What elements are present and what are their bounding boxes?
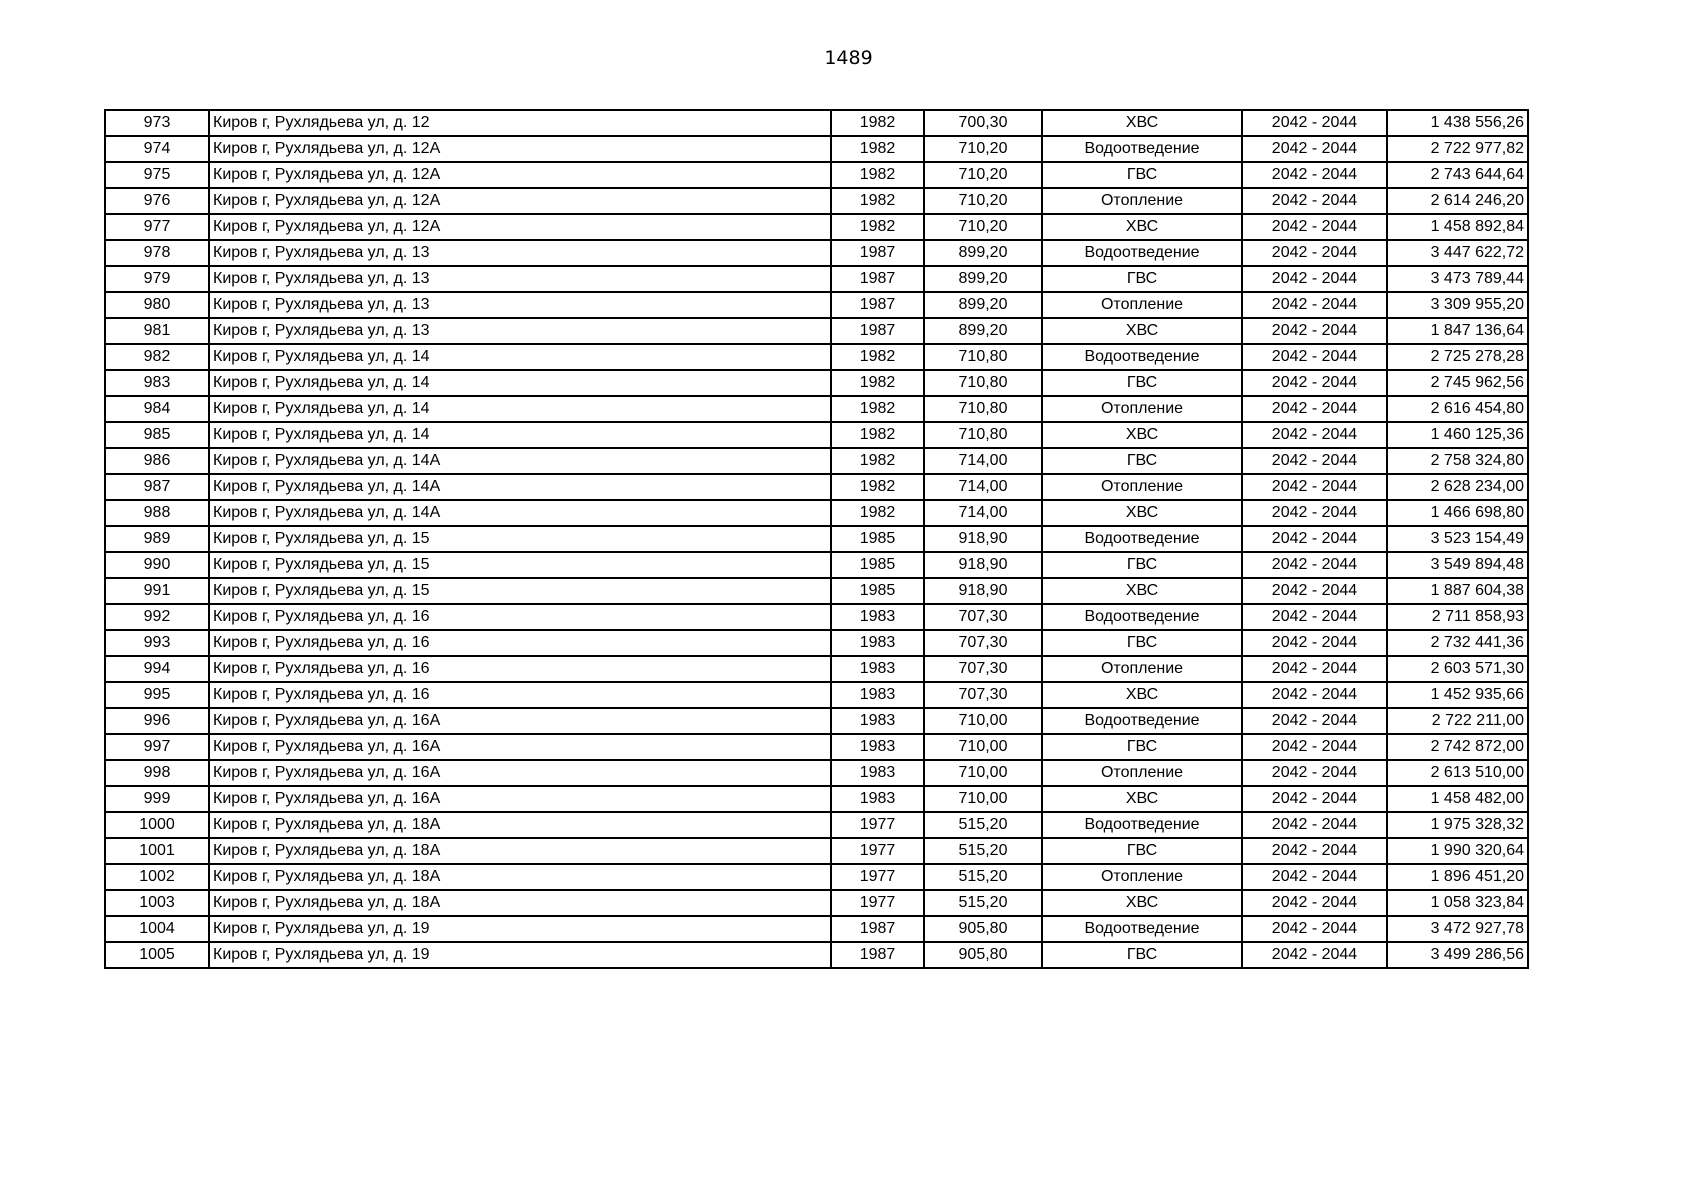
row-number-cell: 995 (105, 682, 209, 708)
year-cell: 1977 (831, 890, 924, 916)
cost-cell: 2 732 441,36 (1387, 630, 1528, 656)
service-cell: ГВС (1042, 448, 1242, 474)
address-cell: Киров г, Рухлядьева ул, д. 19 (209, 942, 831, 968)
year-cell: 1982 (831, 370, 924, 396)
period-cell: 2042 - 2044 (1242, 110, 1387, 136)
period-cell: 2042 - 2044 (1242, 786, 1387, 812)
address-cell: Киров г, Рухлядьева ул, д. 16А (209, 734, 831, 760)
period-cell: 2042 - 2044 (1242, 318, 1387, 344)
table-row (105, 630, 1528, 656)
year-cell: 1983 (831, 656, 924, 682)
address-cell: Киров г, Рухлядьева ул, д. 14А (209, 448, 831, 474)
period-cell: 2042 - 2044 (1242, 760, 1387, 786)
table-row (105, 318, 1528, 344)
period-cell: 2042 - 2044 (1242, 916, 1387, 942)
row-number-cell: 973 (105, 110, 209, 136)
year-cell: 1977 (831, 812, 924, 838)
row-number-cell: 974 (105, 136, 209, 162)
table-row (105, 240, 1528, 266)
cost-cell: 2 628 234,00 (1387, 474, 1528, 500)
year-cell: 1985 (831, 552, 924, 578)
table-body (105, 110, 1528, 968)
year-cell: 1982 (831, 136, 924, 162)
period-cell: 2042 - 2044 (1242, 552, 1387, 578)
period-cell: 2042 - 2044 (1242, 422, 1387, 448)
period-cell: 2042 - 2044 (1242, 578, 1387, 604)
year-cell: 1977 (831, 838, 924, 864)
service-cell: Водоотведение (1042, 812, 1242, 838)
service-cell: ГВС (1042, 162, 1242, 188)
period-cell: 2042 - 2044 (1242, 266, 1387, 292)
cost-cell: 2 722 977,82 (1387, 136, 1528, 162)
cost-cell: 1 438 556,26 (1387, 110, 1528, 136)
cost-cell: 2 711 858,93 (1387, 604, 1528, 630)
row-number-cell: 996 (105, 708, 209, 734)
cost-cell: 3 309 955,20 (1387, 292, 1528, 318)
row-number-cell: 994 (105, 656, 209, 682)
address-cell: Киров г, Рухлядьева ул, д. 14 (209, 396, 831, 422)
period-cell: 2042 - 2044 (1242, 500, 1387, 526)
row-number-cell: 989 (105, 526, 209, 552)
address-cell: Киров г, Рухлядьева ул, д. 15 (209, 526, 831, 552)
year-cell: 1983 (831, 734, 924, 760)
row-number-cell: 991 (105, 578, 209, 604)
service-cell: ХВС (1042, 890, 1242, 916)
cost-cell: 2 616 454,80 (1387, 396, 1528, 422)
period-cell: 2042 - 2044 (1242, 708, 1387, 734)
cost-cell: 2 722 211,00 (1387, 708, 1528, 734)
area-cell: 710,20 (924, 188, 1042, 214)
year-cell: 1982 (831, 396, 924, 422)
table-row (105, 422, 1528, 448)
service-cell: ГВС (1042, 630, 1242, 656)
address-cell: Киров г, Рухлядьева ул, д. 13 (209, 318, 831, 344)
area-cell: 700,30 (924, 110, 1042, 136)
address-cell: Киров г, Рухлядьева ул, д. 12 (209, 110, 831, 136)
row-number-cell: 998 (105, 760, 209, 786)
area-cell: 710,00 (924, 708, 1042, 734)
year-cell: 1982 (831, 500, 924, 526)
area-cell: 710,20 (924, 136, 1042, 162)
area-cell: 710,80 (924, 344, 1042, 370)
row-number-cell: 1004 (105, 916, 209, 942)
address-cell: Киров г, Рухлядьева ул, д. 15 (209, 552, 831, 578)
year-cell: 1977 (831, 864, 924, 890)
table-row (105, 266, 1528, 292)
area-cell: 707,30 (924, 656, 1042, 682)
table-row (105, 734, 1528, 760)
period-cell: 2042 - 2044 (1242, 656, 1387, 682)
year-cell: 1987 (831, 318, 924, 344)
service-cell: ГВС (1042, 266, 1242, 292)
period-cell: 2042 - 2044 (1242, 526, 1387, 552)
table-row (105, 812, 1528, 838)
year-cell: 1983 (831, 682, 924, 708)
area-cell: 710,80 (924, 370, 1042, 396)
year-cell: 1987 (831, 292, 924, 318)
address-cell: Киров г, Рухлядьева ул, д. 14А (209, 474, 831, 500)
service-cell: Отопление (1042, 188, 1242, 214)
cost-cell: 3 523 154,49 (1387, 526, 1528, 552)
cost-cell: 3 473 789,44 (1387, 266, 1528, 292)
address-cell: Киров г, Рухлядьева ул, д. 15 (209, 578, 831, 604)
service-cell: Водоотведение (1042, 240, 1242, 266)
data-table (104, 109, 1529, 969)
cost-cell: 1 896 451,20 (1387, 864, 1528, 890)
table-row (105, 162, 1528, 188)
row-number-cell: 997 (105, 734, 209, 760)
table-row (105, 526, 1528, 552)
table-row (105, 708, 1528, 734)
row-number-cell: 1001 (105, 838, 209, 864)
year-cell: 1983 (831, 630, 924, 656)
table-row (105, 604, 1528, 630)
service-cell: ХВС (1042, 214, 1242, 240)
period-cell: 2042 - 2044 (1242, 812, 1387, 838)
table-row (105, 292, 1528, 318)
service-cell: ГВС (1042, 838, 1242, 864)
address-cell: Киров г, Рухлядьева ул, д. 13 (209, 292, 831, 318)
cost-cell: 2 742 872,00 (1387, 734, 1528, 760)
period-cell: 2042 - 2044 (1242, 162, 1387, 188)
address-cell: Киров г, Рухлядьева ул, д. 14 (209, 422, 831, 448)
row-number-cell: 993 (105, 630, 209, 656)
address-cell: Киров г, Рухлядьева ул, д. 12А (209, 162, 831, 188)
address-cell: Киров г, Рухлядьева ул, д. 18А (209, 838, 831, 864)
cost-cell: 1 466 698,80 (1387, 500, 1528, 526)
address-cell: Киров г, Рухлядьева ул, д. 16А (209, 786, 831, 812)
row-number-cell: 979 (105, 266, 209, 292)
area-cell: 905,80 (924, 916, 1042, 942)
cost-cell: 1 975 328,32 (1387, 812, 1528, 838)
area-cell: 899,20 (924, 318, 1042, 344)
year-cell: 1982 (831, 214, 924, 240)
table-row (105, 474, 1528, 500)
address-cell: Киров г, Рухлядьева ул, д. 18А (209, 812, 831, 838)
cost-cell: 2 743 644,64 (1387, 162, 1528, 188)
row-number-cell: 980 (105, 292, 209, 318)
cost-cell: 2 725 278,28 (1387, 344, 1528, 370)
service-cell: ХВС (1042, 682, 1242, 708)
area-cell: 714,00 (924, 448, 1042, 474)
cost-cell: 1 460 125,36 (1387, 422, 1528, 448)
table-row (105, 552, 1528, 578)
table-row (105, 760, 1528, 786)
service-cell: Водоотведение (1042, 916, 1242, 942)
area-cell: 710,20 (924, 214, 1042, 240)
cost-cell: 1 058 323,84 (1387, 890, 1528, 916)
row-number-cell: 999 (105, 786, 209, 812)
year-cell: 1982 (831, 422, 924, 448)
period-cell: 2042 - 2044 (1242, 292, 1387, 318)
table-row (105, 916, 1528, 942)
period-cell: 2042 - 2044 (1242, 448, 1387, 474)
year-cell: 1987 (831, 240, 924, 266)
year-cell: 1985 (831, 578, 924, 604)
period-cell: 2042 - 2044 (1242, 370, 1387, 396)
year-cell: 1987 (831, 942, 924, 968)
area-cell: 918,90 (924, 578, 1042, 604)
address-cell: Киров г, Рухлядьева ул, д. 14А (209, 500, 831, 526)
service-cell: ГВС (1042, 552, 1242, 578)
area-cell: 515,20 (924, 864, 1042, 890)
address-cell: Киров г, Рухлядьева ул, д. 13 (209, 266, 831, 292)
cost-cell: 2 758 324,80 (1387, 448, 1528, 474)
area-cell: 515,20 (924, 838, 1042, 864)
row-number-cell: 1002 (105, 864, 209, 890)
cost-cell: 1 887 604,38 (1387, 578, 1528, 604)
period-cell: 2042 - 2044 (1242, 188, 1387, 214)
service-cell: Водоотведение (1042, 136, 1242, 162)
service-cell: Водоотведение (1042, 604, 1242, 630)
address-cell: Киров г, Рухлядьева ул, д. 16А (209, 760, 831, 786)
area-cell: 899,20 (924, 292, 1042, 318)
area-cell: 515,20 (924, 890, 1042, 916)
period-cell: 2042 - 2044 (1242, 474, 1387, 500)
table-row (105, 682, 1528, 708)
period-cell: 2042 - 2044 (1242, 396, 1387, 422)
row-number-cell: 984 (105, 396, 209, 422)
year-cell: 1982 (831, 188, 924, 214)
year-cell: 1982 (831, 474, 924, 500)
service-cell: ГВС (1042, 942, 1242, 968)
address-cell: Киров г, Рухлядьева ул, д. 19 (209, 916, 831, 942)
area-cell: 710,80 (924, 422, 1042, 448)
row-number-cell: 1005 (105, 942, 209, 968)
cost-cell: 2 613 510,00 (1387, 760, 1528, 786)
period-cell: 2042 - 2044 (1242, 214, 1387, 240)
table-row (105, 578, 1528, 604)
area-cell: 899,20 (924, 266, 1042, 292)
period-cell: 2042 - 2044 (1242, 240, 1387, 266)
year-cell: 1982 (831, 448, 924, 474)
table-row (105, 188, 1528, 214)
row-number-cell: 982 (105, 344, 209, 370)
service-cell: ХВС (1042, 422, 1242, 448)
area-cell: 714,00 (924, 474, 1042, 500)
period-cell: 2042 - 2044 (1242, 630, 1387, 656)
area-cell: 710,20 (924, 162, 1042, 188)
year-cell: 1982 (831, 162, 924, 188)
address-cell: Киров г, Рухлядьева ул, д. 16 (209, 630, 831, 656)
row-number-cell: 986 (105, 448, 209, 474)
table-row (105, 396, 1528, 422)
table-row (105, 448, 1528, 474)
period-cell: 2042 - 2044 (1242, 604, 1387, 630)
address-cell: Киров г, Рухлядьева ул, д. 16 (209, 604, 831, 630)
service-cell: Отопление (1042, 656, 1242, 682)
area-cell: 710,00 (924, 786, 1042, 812)
area-cell: 918,90 (924, 526, 1042, 552)
cost-cell: 1 990 320,64 (1387, 838, 1528, 864)
service-cell: ХВС (1042, 110, 1242, 136)
cost-cell: 2 603 571,30 (1387, 656, 1528, 682)
service-cell: ХВС (1042, 786, 1242, 812)
cost-cell: 2 614 246,20 (1387, 188, 1528, 214)
service-cell: ГВС (1042, 370, 1242, 396)
table-row (105, 864, 1528, 890)
table-row (105, 942, 1528, 968)
row-number-cell: 981 (105, 318, 209, 344)
row-number-cell: 1003 (105, 890, 209, 916)
service-cell: Отопление (1042, 474, 1242, 500)
address-cell: Киров г, Рухлядьева ул, д. 16 (209, 656, 831, 682)
address-cell: Киров г, Рухлядьева ул, д. 18А (209, 864, 831, 890)
row-number-cell: 983 (105, 370, 209, 396)
cost-cell: 3 499 286,56 (1387, 942, 1528, 968)
address-cell: Киров г, Рухлядьева ул, д. 13 (209, 240, 831, 266)
period-cell: 2042 - 2044 (1242, 344, 1387, 370)
cost-cell: 1 458 892,84 (1387, 214, 1528, 240)
row-number-cell: 990 (105, 552, 209, 578)
period-cell: 2042 - 2044 (1242, 838, 1387, 864)
area-cell: 515,20 (924, 812, 1042, 838)
row-number-cell: 992 (105, 604, 209, 630)
year-cell: 1987 (831, 266, 924, 292)
year-cell: 1982 (831, 110, 924, 136)
service-cell: Отопление (1042, 760, 1242, 786)
cost-cell: 3 549 894,48 (1387, 552, 1528, 578)
year-cell: 1983 (831, 760, 924, 786)
service-cell: ХВС (1042, 500, 1242, 526)
service-cell: Отопление (1042, 864, 1242, 890)
area-cell: 710,00 (924, 734, 1042, 760)
table-row (105, 370, 1528, 396)
address-cell: Киров г, Рухлядьева ул, д. 14 (209, 344, 831, 370)
year-cell: 1985 (831, 526, 924, 552)
period-cell: 2042 - 2044 (1242, 864, 1387, 890)
row-number-cell: 977 (105, 214, 209, 240)
address-cell: Киров г, Рухлядьева ул, д. 18А (209, 890, 831, 916)
service-cell: ГВС (1042, 734, 1242, 760)
area-cell: 710,00 (924, 760, 1042, 786)
service-cell: ХВС (1042, 578, 1242, 604)
period-cell: 2042 - 2044 (1242, 136, 1387, 162)
table-row (105, 214, 1528, 240)
table-row (105, 838, 1528, 864)
row-number-cell: 976 (105, 188, 209, 214)
cost-cell: 2 745 962,56 (1387, 370, 1528, 396)
row-number-cell: 985 (105, 422, 209, 448)
address-cell: Киров г, Рухлядьева ул, д. 16А (209, 708, 831, 734)
table-row (105, 110, 1528, 136)
area-cell: 707,30 (924, 682, 1042, 708)
address-cell: Киров г, Рухлядьева ул, д. 12А (209, 188, 831, 214)
row-number-cell: 1000 (105, 812, 209, 838)
table-row (105, 136, 1528, 162)
period-cell: 2042 - 2044 (1242, 890, 1387, 916)
table-row (105, 656, 1528, 682)
year-cell: 1987 (831, 916, 924, 942)
row-number-cell: 978 (105, 240, 209, 266)
cost-cell: 1 452 935,66 (1387, 682, 1528, 708)
period-cell: 2042 - 2044 (1242, 734, 1387, 760)
area-cell: 710,80 (924, 396, 1042, 422)
service-cell: Отопление (1042, 292, 1242, 318)
area-cell: 714,00 (924, 500, 1042, 526)
address-cell: Киров г, Рухлядьева ул, д. 12А (209, 136, 831, 162)
service-cell: Водоотведение (1042, 526, 1242, 552)
row-number-cell: 988 (105, 500, 209, 526)
area-cell: 899,20 (924, 240, 1042, 266)
year-cell: 1982 (831, 344, 924, 370)
cost-cell: 3 447 622,72 (1387, 240, 1528, 266)
service-cell: ХВС (1042, 318, 1242, 344)
row-number-cell: 975 (105, 162, 209, 188)
year-cell: 1983 (831, 604, 924, 630)
service-cell: Отопление (1042, 396, 1242, 422)
cost-cell: 3 472 927,78 (1387, 916, 1528, 942)
row-number-cell: 987 (105, 474, 209, 500)
address-cell: Киров г, Рухлядьева ул, д. 16 (209, 682, 831, 708)
table-row (105, 786, 1528, 812)
service-cell: Водоотведение (1042, 708, 1242, 734)
area-cell: 707,30 (924, 630, 1042, 656)
period-cell: 2042 - 2044 (1242, 682, 1387, 708)
service-cell: Водоотведение (1042, 344, 1242, 370)
cost-cell: 1 458 482,00 (1387, 786, 1528, 812)
year-cell: 1983 (831, 708, 924, 734)
address-cell: Киров г, Рухлядьева ул, д. 12А (209, 214, 831, 240)
table-row (105, 344, 1528, 370)
area-cell: 918,90 (924, 552, 1042, 578)
table-row (105, 500, 1528, 526)
cost-cell: 1 847 136,64 (1387, 318, 1528, 344)
area-cell: 905,80 (924, 942, 1042, 968)
area-cell: 707,30 (924, 604, 1042, 630)
year-cell: 1983 (831, 786, 924, 812)
period-cell: 2042 - 2044 (1242, 942, 1387, 968)
table-row (105, 890, 1528, 916)
page-number: 1489 (824, 47, 873, 69)
address-cell: Киров г, Рухлядьева ул, д. 14 (209, 370, 831, 396)
